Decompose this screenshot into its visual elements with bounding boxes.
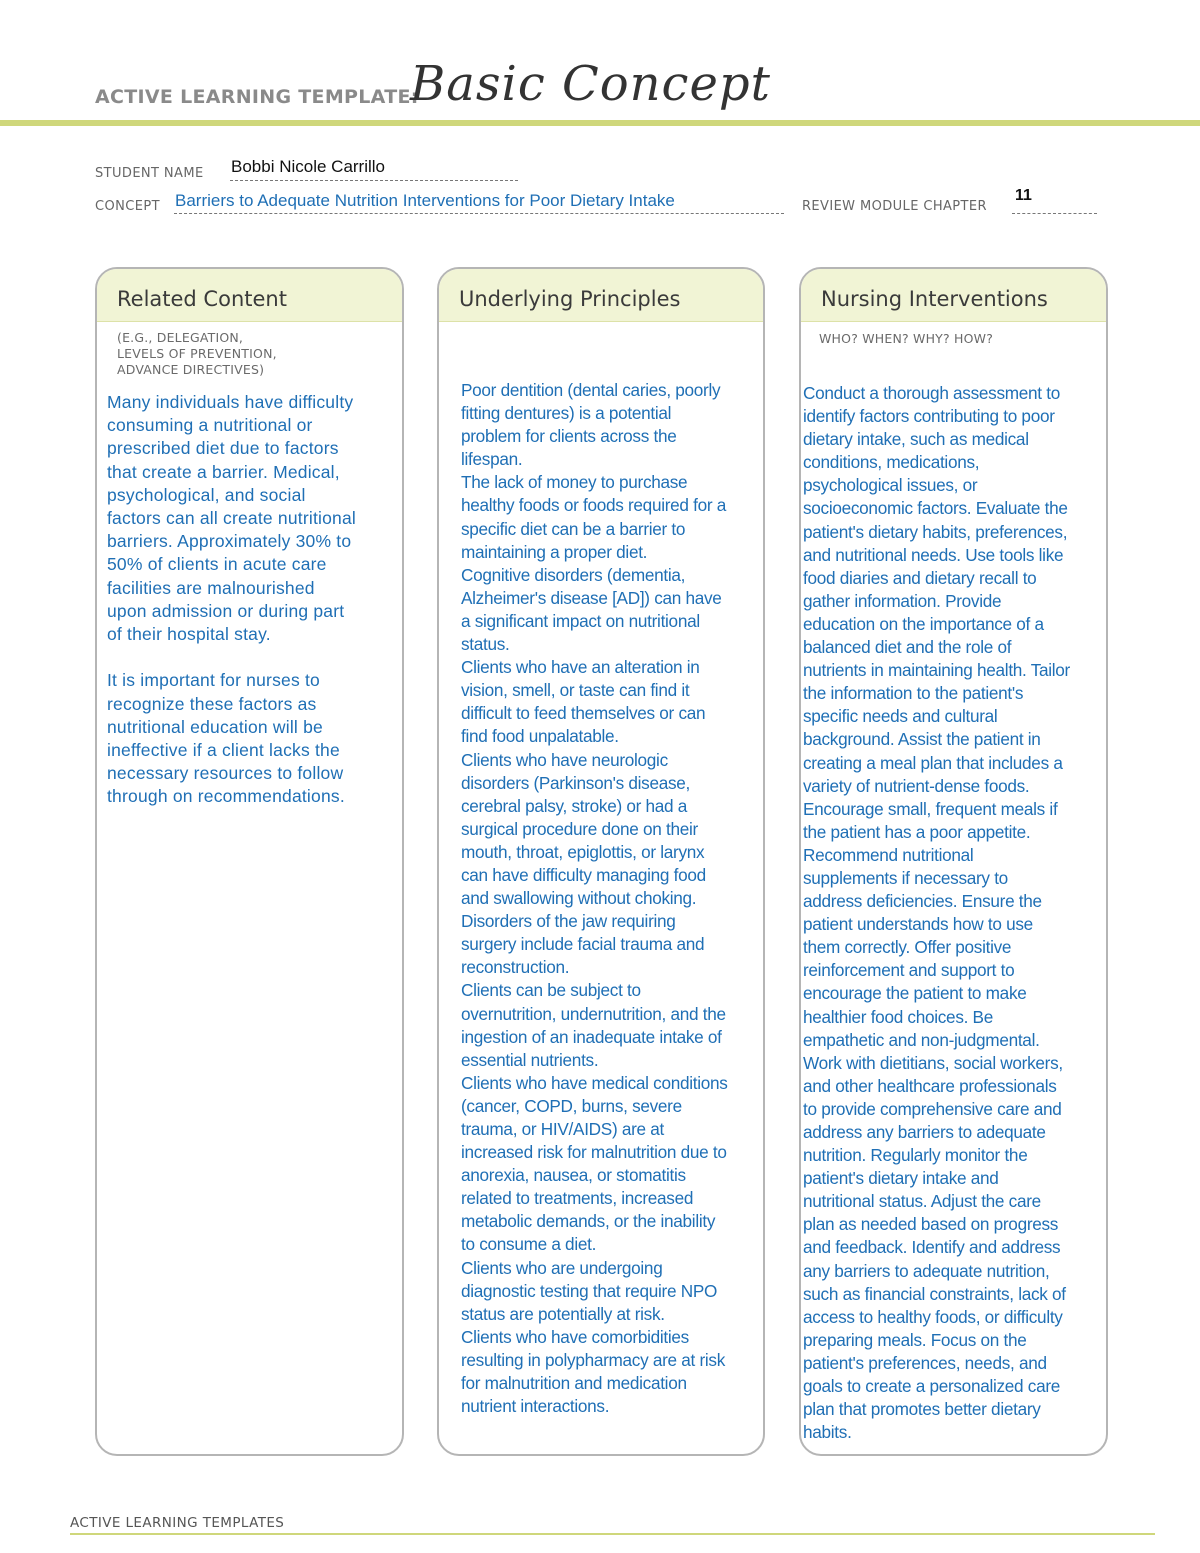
footer-divider <box>70 1533 1155 1535</box>
concept-field[interactable]: Barriers to Adequate Nutrition Interventions for Poor Dietary Intake <box>175 191 675 210</box>
student-name-label: STUDENT NAME <box>95 166 204 181</box>
chapter-field[interactable]: 11 <box>1015 187 1032 204</box>
nursing-interventions-text[interactable]: Conduct a thorough assessment to identify factors contributing to poor dietary intake, such as medical conditions, medications, psychological issues, or socioeconomic factors. Evaluate the patient's dietary habits, preferences, and nutritional needs. Use tools like food diaries and dietary recall to gather information. Provide education on the importance of a balanced diet and the role of nutrients in maintaining health. Tailor the information to the patient's specific needs and cultural background. Assist the patient in creating a meal plan that includes a variety of nutrient-dense foods. Encourage small, frequent meals if the patient has a poor appetite. Recommend nutritional supplements if necessary to address deficiencies. Ensure the patient understands how to use them correctly. Offer positive reinforcement and support to encourage the patient to make healthier food choices. Be empathetic and non-judgmental. Work with dietitians, social workers, and other healthcare professionals to provide comprehensive care and address any barriers to adequate nutrition. Regularly monitor the patient's dietary intake and nutritional status. Adjust the care plan as needed based on progress and feedback. Identify and address any barriers to adequate nutrition, such as financial constraints, lack of access to healthy foods, or difficulty preparing meals. Focus on the patient's preferences, needs, and goals to create a personalized care plan that promotes better dietary habits. <box>803 383 1070 1443</box>
related-content-box <box>95 267 404 1456</box>
page-title: Basic Concept <box>410 56 771 112</box>
review-module-chapter-label: REVIEW MODULE CHAPTER <box>802 199 987 214</box>
footer-label: ACTIVE LEARNING TEMPLATES <box>70 1515 285 1531</box>
chapter-line <box>1012 213 1097 214</box>
nursing-interventions-subtitle: WHO? WHEN? WHY? HOW? <box>819 331 994 346</box>
student-name-field[interactable]: Bobbi Nicole Carrillo <box>231 157 386 176</box>
nursing-interventions-title: Nursing Interventions <box>821 287 1048 311</box>
student-name-line <box>230 180 518 181</box>
related-content-header <box>97 269 402 322</box>
concept-label: CONCEPT <box>95 199 160 214</box>
nursing-interventions-box <box>799 267 1108 1456</box>
template-label: ACTIVE LEARNING TEMPLATE: <box>95 86 419 108</box>
related-content-subtitle: (E.G., DELEGATION, LEVELS OF PREVENTION, ADVANCE DIRECTIVES) <box>117 330 277 377</box>
nursing-interventions-header <box>801 269 1106 322</box>
underlying-principles-title: Underlying Principles <box>459 287 681 311</box>
concept-line <box>174 213 784 214</box>
related-content-title: Related Content <box>117 287 287 311</box>
underlying-principles-box <box>437 267 765 1456</box>
header-divider <box>0 120 1200 126</box>
underlying-principles-header <box>439 269 763 322</box>
related-content-text[interactable]: Many individuals have difficulty consuming a nutritional or prescribed diet due to factors that create a barrier. Medical, psychological, and social factors can all create nutritional barriers. Approximately 30% to 50% of clients in acute care facilities are malnourished upon admission or during part of their hospital stay. It is important for nurses to recognize these factors as nutritional education will be ineffective if a client lacks the necessary resources to follow through on recommendations. <box>107 392 357 807</box>
underlying-principles-text[interactable]: Poor dentition (dental caries, poorly fitting dentures) is a potential problem for clients across the lifespan. The lack of money to purchase healthy foods or foods required for a specific diet can be a barrier to maintaining a proper diet. Cognitive disorders (dementia, Alzheimer's disease [AD]) can have a significant impact on nutritional status. Clients who have an alteration in vision, smell, or taste can find it difficult to feed themselves or can find food unpalatable. Clients who have neurologic disorders (Parkinson's disease, cerebral palsy, stroke) or had a surgical procedure done on their mouth, throat, epiglottis, or larynx can have difficulty managing food and swallowing without choking. Disorders of the jaw requiring surgery include facial trauma and reconstruction. Clients can be subject to overnutrition, undernutrition, and the ingestion of an inadequate intake of essential nutrients. Clients who have medical conditions (cancer, COPD, burns, severe trauma, or HIV/AIDS) are at increased risk for malnutrition due to anorexia, nausea, or stomatitis related to treatments, increased metabolic demands, or the inability to consume a diet. Clients who are undergoing diagnostic testing that require NPO status are potentially at risk. Clients who have comorbidities resulting in polypharmacy are at risk for malnutrition and medication nutrient interactions. <box>461 380 728 1417</box>
